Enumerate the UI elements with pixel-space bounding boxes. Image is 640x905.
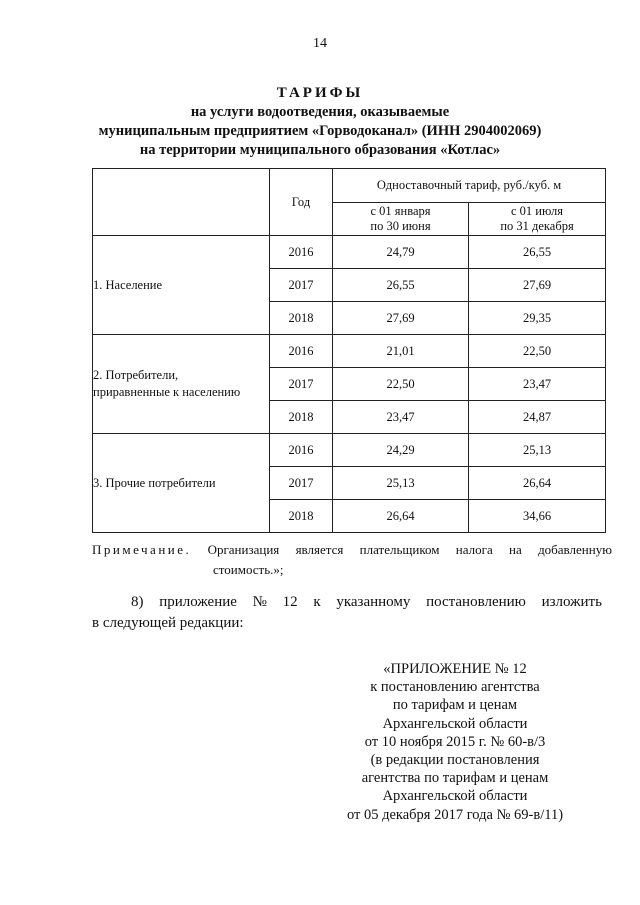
category-line: 2. Потребители, <box>93 368 179 382</box>
paragraph-word: № <box>252 594 267 610</box>
category-cell <box>93 236 270 335</box>
period-2-line-2: по 31 декабря <box>500 219 574 233</box>
appendix-line: Архангельской области <box>382 788 528 805</box>
appendix-line: агентства по тарифам и ценам <box>361 770 549 787</box>
tariff-h2-cell: 22,50 <box>469 335 606 368</box>
tariff-h1-cell: 21,01 <box>333 335 469 368</box>
appendix-header <box>330 660 580 824</box>
header-category <box>93 169 270 236</box>
tariff-h1-cell: 25,13 <box>333 467 469 500</box>
paragraph-word: постановлению <box>426 594 526 610</box>
year-cell: 2016 <box>270 236 333 269</box>
period-1-line-1: с 01 января <box>370 204 431 218</box>
note-word: Организация <box>207 542 280 557</box>
year-cell: 2016 <box>270 434 333 467</box>
appendix-line: от 05 декабря 2017 года № 69-в/11) <box>346 806 564 823</box>
category-line: 1. Население <box>93 277 163 292</box>
title-line-4: на территории муниципального образования «Котлас» <box>139 142 501 158</box>
note-word: добавленную <box>538 542 612 557</box>
paragraph-word: к <box>313 594 321 610</box>
appendix-line: «ПРИЛОЖЕНИЕ № 12 <box>383 661 527 677</box>
tariff-h1-cell: 23,47 <box>333 401 469 434</box>
title-line-3: муниципальным предприятием «Горводоканал» (ИНН 2904002069) <box>98 123 542 139</box>
note-line-2: стоимость.»; <box>213 562 284 577</box>
appendix-line: (в редакции постановления <box>370 752 540 769</box>
note-label: Примечание. <box>92 542 192 557</box>
tariff-h2-cell: 34,66 <box>469 500 606 533</box>
table-header-row <box>93 169 606 203</box>
paragraph-word: 12 <box>282 594 298 610</box>
paragraph-word: изложить <box>541 594 602 610</box>
period-2-line-1: с 01 июля <box>511 204 564 218</box>
tariff-h1-cell: 26,64 <box>333 500 469 533</box>
tariff-h1-cell: 22,50 <box>333 368 469 401</box>
paragraph-word: указанному <box>336 594 411 610</box>
year-cell: 2018 <box>270 302 333 335</box>
title-main: ТАРИФЫ <box>276 85 364 101</box>
category-line: 3. Прочие потребители <box>93 475 216 490</box>
header-year: Год <box>270 169 333 236</box>
tariff-h1-cell: 26,55 <box>333 269 469 302</box>
header-period-1 <box>333 203 469 236</box>
year-cell: 2018 <box>270 401 333 434</box>
note-line-1 <box>92 540 612 560</box>
paragraph-line-2: в следующей редакции: <box>92 615 244 631</box>
period-1-line-2: по 30 июня <box>370 219 431 233</box>
page-number: 14 <box>313 36 327 51</box>
table-row <box>93 335 606 368</box>
category-cell <box>93 335 270 434</box>
table-note <box>92 540 612 580</box>
category-line: приравненные к населению <box>93 385 241 399</box>
year-cell: 2018 <box>270 500 333 533</box>
header-period-2 <box>469 203 606 236</box>
tariff-h1-cell: 24,29 <box>333 434 469 467</box>
year-cell: 2016 <box>270 335 333 368</box>
tariff-h2-cell: 23,47 <box>469 368 606 401</box>
tariff-h2-cell: 26,55 <box>469 236 606 269</box>
category-cell <box>93 434 270 533</box>
tariff-h2-cell: 24,87 <box>469 401 606 434</box>
year-cell: 2017 <box>270 368 333 401</box>
tariff-h1-cell: 24,79 <box>333 236 469 269</box>
year-cell: 2017 <box>270 467 333 500</box>
appendix-line: Архангельской области <box>382 715 528 732</box>
note-word: плательщиком <box>359 542 440 557</box>
paragraph-line-1 <box>92 592 602 613</box>
instruction-paragraph <box>92 592 602 634</box>
header-tariff: Одноставочный тариф, руб./куб. м <box>333 169 606 203</box>
tariff-h2-cell: 25,13 <box>469 434 606 467</box>
year-cell: 2017 <box>270 269 333 302</box>
appendix-line: от 10 ноября 2015 г. № 60-в/3 <box>364 733 546 750</box>
appendix-line: по тарифам и ценам <box>392 697 518 714</box>
table-row <box>93 236 606 269</box>
tariff-table <box>92 168 606 533</box>
paragraph-word: приложение <box>159 594 237 610</box>
note-word: является <box>295 542 344 557</box>
document-title <box>40 84 600 160</box>
tariff-h2-cell: 27,69 <box>469 269 606 302</box>
appendix-line: к постановлению агентства <box>370 679 540 696</box>
tariff-h1-cell: 27,69 <box>333 302 469 335</box>
tariff-h2-cell: 29,35 <box>469 302 606 335</box>
note-word: на <box>509 542 522 557</box>
note-word: налога <box>455 542 493 557</box>
title-line-2: на услуги водоотведения, оказываемые <box>190 104 450 120</box>
paragraph-word: 8) <box>131 594 144 610</box>
tariff-h2-cell: 26,64 <box>469 467 606 500</box>
table-row <box>93 434 606 467</box>
